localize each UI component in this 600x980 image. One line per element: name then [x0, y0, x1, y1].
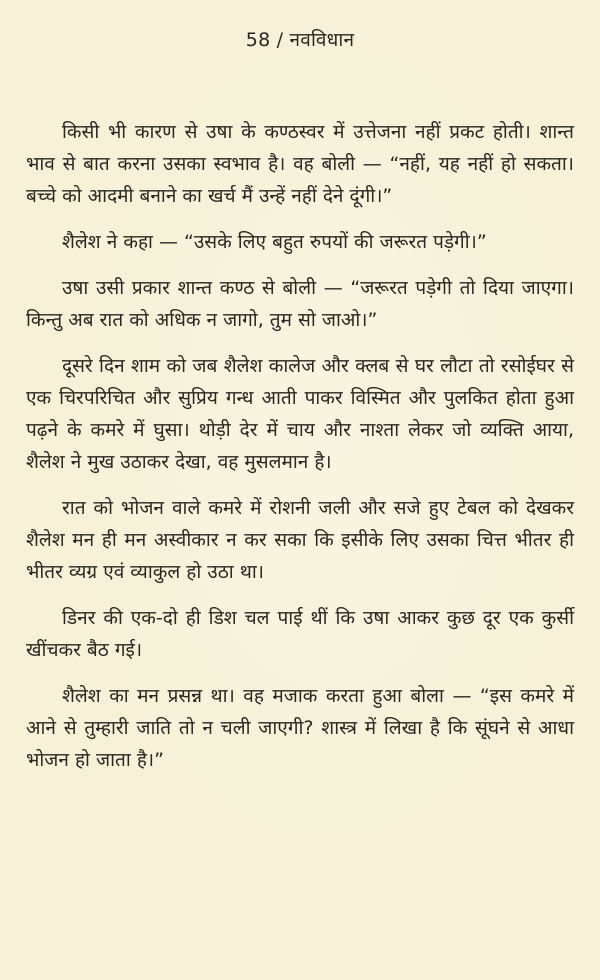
page-header: [26, 26, 574, 54]
paragraph-5: रात को भोजन वाले कमरे में रोशनी जली और सजे हुए टेबल को देखकर शैलेश मन ही मन अस्वीकार न कर सका कि इसीके लिए उसका चित्त भीतर ही भीतर व्यग्र एवं व्याकुल हो उठा था।: [26, 497, 574, 583]
paragraph-1: किसी भी कारण से उषा के कण्ठस्वर में उत्तेजना नहीं प्रकट होती। शान्त भाव से बात करना उसका स्वभाव है। वह बोली — “नहीं, यह नहीं हो सकता। बच्चे को आदमी बनाने का खर्च मैं उन्हें नहीं देने दूंगी।”: [26, 121, 574, 207]
header-separator: /: [276, 29, 284, 51]
paragraph-6: डिनर की एक-दो ही डिश चल पाई थीं कि उषा आकर कुछ दूर एक कुर्सी खींचकर बैठ गई।: [26, 607, 574, 661]
book-title: नवविधान: [289, 29, 355, 51]
page-body: [26, 116, 574, 776]
paragraph-7: शैलेश का मन प्रसन्न था। वह मजाक करता हुआ बोला — “इस कमरे में आने से तुम्हारी जाति तो न चली जाएगी? शास्त्र में लिखा है कि सूंघने से आधा भोजन हो जाता है।”: [26, 685, 574, 771]
paragraph-3: उषा उसी प्रकार शान्त कण्ठ से बोली — “जरूरत पड़ेगी तो दिया जाएगा। किन्तु अब रात को अधिक न जागो, तुम सो जाओ।”: [26, 277, 574, 331]
paragraph-2: शैलेश ने कहा — “उसके लिए बहुत रुपयों की जरूरत पड़ेगी।”: [62, 231, 487, 253]
paragraph-4: दूसरे दिन शाम को जब शैलेश कालेज और क्लब से घर लौटा तो रसोईघर से एक चिरपरिचित और सुप्रिय गन्ध आती पाकर विस्मित और पुलकित होता हुआ पढ़ने के कमरे में घुसा। थोड़ी देर में चाय और नाश्ता लेकर जो व्यक्ति आया, शैलेश ने मुख उठाकर देखा, वह मुसलमान है।: [26, 355, 574, 473]
page-number: 58: [245, 29, 271, 51]
